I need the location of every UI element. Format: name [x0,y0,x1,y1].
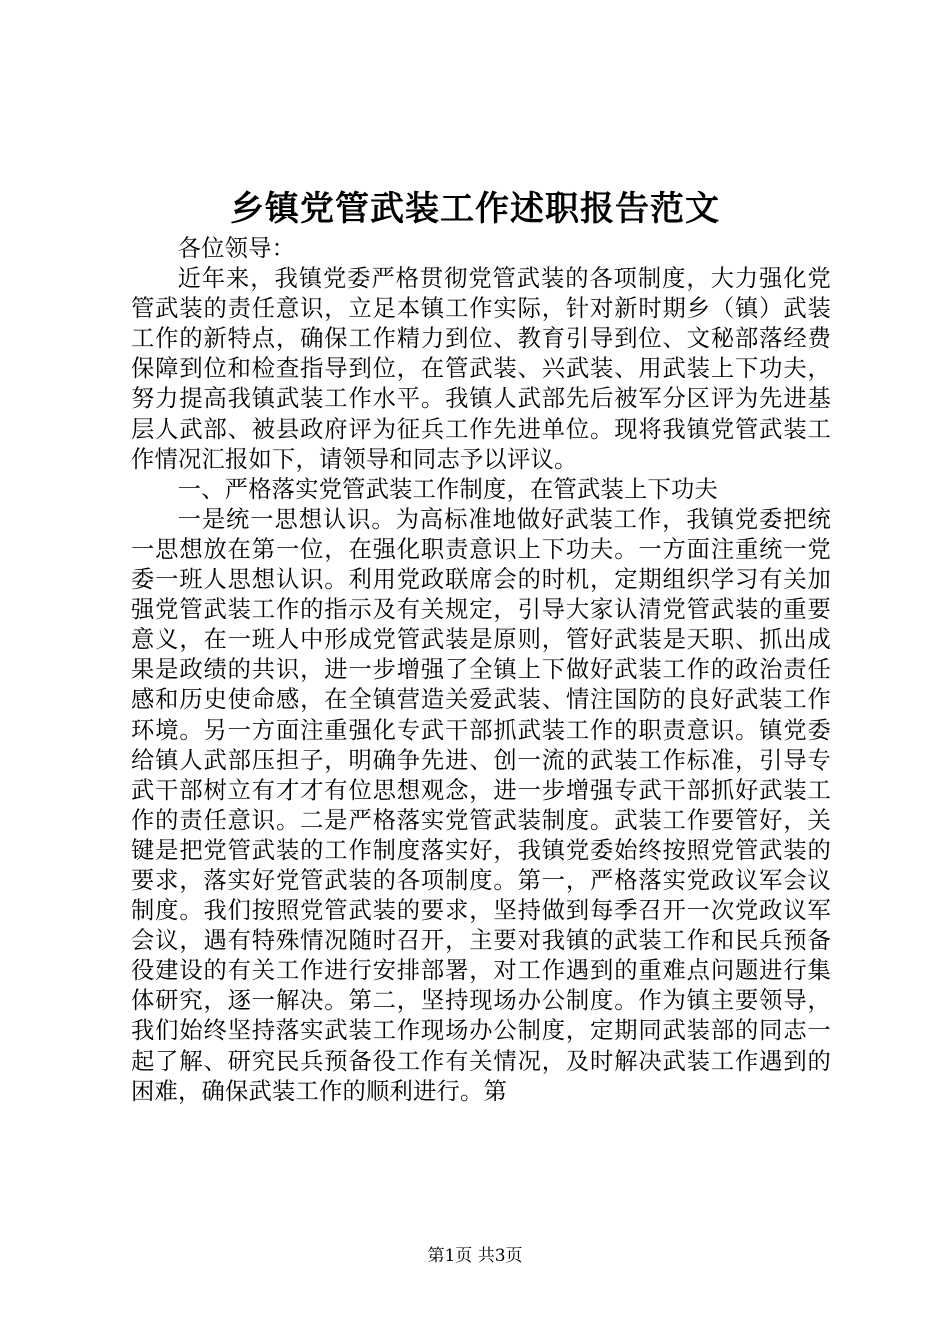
intro-paragraph: 近年来，我镇党委严格贯彻党管武装的各项制度，大力强化党管武装的责任意识，立足本镇工作实际，针对新时期乡（镇）武装工作的新特点，确保工作精力到位、教育引导到位、文秘部落经费保障到位和检查指导到位，在管武装、兴武装、用武装上下功夫，努力提高我镇武装工作水平。我镇人武部先后被军分区评为先进基层人武部、被县政府评为征兵工作先进单位。现将我镇党管武装工作情况汇报如下，请领导和同志予以评议。 [131,265,831,473]
document-title: 乡镇党管武装工作述职报告范文 [230,189,720,229]
section-heading-1: 一、严格落实党管武装工作制度，在管武装上下功夫 [177,475,719,503]
body-paragraph: 一是统一思想认识。为高标准地做好武装工作，我镇党委把统一思想放在第一位，在强化职责意识上下功夫。一方面注重统一党委一班人思想认识。利用党政联席会的时机，定期组织学习有关加强党管武装工作的指示及有关规定，引导大家认清党管武装的重要意义，在一班人中形成党管武装是原则，管好武装是天职、抓出成果是政绩的共识，进一步增强了全镇上下做好武装工作的政治责任感和历史使命感，在全镇营造关爱武装、情注国防的良好武装工作环境。另一方面注重强化专武干部抓武装工作的职责意识。镇党委给镇人武部压担子，明确争先进、创一流的武装工作标准，引导专武干部树立有才才有位思想观念，进一步增强专武干部抓好武装工作的责任意识。二是严格落实党管武装制度。武装工作要管好，关键是把党管武装的工作制度落实好，我镇党委始终按照党管武装的要求，落实好党管武装的各项制度。第一，严格落实党政议军会议制度。我们按照党管武装的要求，坚持做到每季召开一次党政议军会议，遇有特殊情况随时召开，主要对我镇的武装工作和民兵预备役建设的有关工作进行安排部署，对工作遇到的重难点问题进行集体研究，逐一解决。第二，坚持现场办公制度。作为镇主要领导，我们始终坚持落实武装工作现场办公制度，定期同武装部的同志一起了解、研究民兵预备役工作有关情况，及时解决武装工作遇到的困难，确保武装工作的顺利进行。第 [131,505,831,1105]
document-body [131,234,831,1107]
greeting-paragraph: 各位领导： [177,235,296,262]
page-footer: 第1页 共3页 [427,1246,523,1266]
